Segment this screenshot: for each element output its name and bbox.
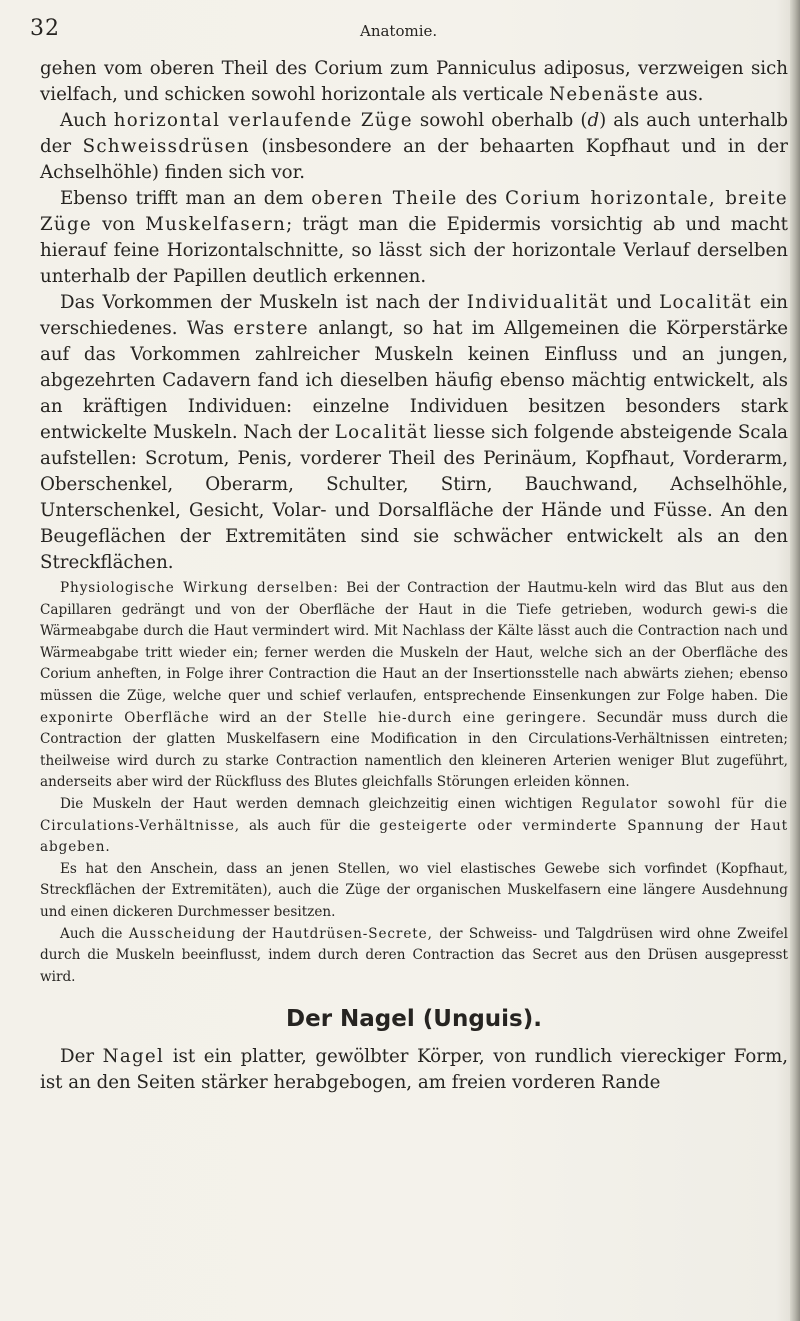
paragraph: Der Nagel ist ein platter, gewölbter Körper, von rundlich viereckiger Form, ist an den Seiten stärker herabgebogen, am freien vorderen Rande	[40, 1046, 788, 1094]
paragraph: gehen vom oberen Theil des Corium zum Panniculus adiposus, verzweigen sich vielfach, und schicken sowohl horizontale als verticale Nebenäste aus.	[40, 58, 788, 105]
paragraph: Das Vorkommen der Muskeln ist nach der Individualität und Localität ein verschiedenes. Was erstere anlangt, so hat im Allgemeinen die Körperstärke auf das Vorkommen zahlreicher Muskeln keinen Einfluss und an jungen, abgezehrten Cadavern fand ich dieselben häufig ebenso mächtig entwickelt, als an kräftigen Individuen: einzelne Individuen besitzen besonders stark entwickelte Muskeln. Nach der Localität liesse sich folgende absteigende Scala aufstellen: Scrotum, Penis, vorderer Theil des Perinäum, Kopfhaut, Vorderarm, Oberschenkel, Oberarm, Schulter, Stirn, Bauchwand, Achselhöhle, Unterschenkel, Gesicht, Volar- und Dorsalfläche der Hände und Füsse. An den Beugeflächen der Extremitäten sind sie schwächer entwickelt als an den Streckflächen.	[40, 292, 789, 573]
page-edge	[790, 0, 800, 1321]
paragraph: Ebenso trifft man an dem oberen Theile des Corium horizontale, breite Züge von Muskelfasern; trägt man die Epidermis vorsichtig ab und macht hierauf feine Horizontalschnitte, so lässt sich der horizontale Verlauf derselben unterhalb der Papillen deutlich erkennen.	[40, 188, 788, 287]
section-heading: Der Nagel (Unguis).	[286, 1006, 542, 1033]
page-body	[40, 56, 788, 1096]
paragraph-small: Es hat den Anschein, dass an jenen Stellen, wo viel elastisches Gewebe sich vorfindet (Kopfhaut, Streckflächen der Extremitäten), auch die Züge der organischen Muskelfasern eine längere Ausdehnung und einen dickeren Durchmesser besitzen.	[40, 860, 788, 920]
paragraph: Auch horizontal verlaufende Züge sowohl oberhalb (d) als auch unterhalb der Schweissdrüsen (insbesondere an der behaarten Kopfhaut und in der Achselhöhle) finden sich vor.	[40, 110, 788, 183]
page-header	[0, 16, 800, 52]
paragraph-small: Auch die Ausscheidung der Hautdrüsen-Secrete, der Schweiss- und Talgdrüsen wird ohne Zweifel durch die Muskeln beeinflusst, indem durch deren Contraction das Secret aus den Drüsen ausgepresst wird.	[40, 925, 788, 985]
running-head: Anatomie.	[360, 22, 438, 40]
paragraph-small: Die Muskeln der Haut werden demnach gleichzeitig einen wichtigen Regulator sowohl für die Circulations-Verhältnisse, als auch für die gesteigerte oder verminderte Spannung der Haut abgeben.	[40, 795, 789, 856]
paragraph-small: Physiologische Wirkung derselben: Bei der Contraction der Hautmu-keln wird das Blut aus den Capillaren gedrängt und von der Oberfläche der Haut in die Tiefe getrieben, wodurch gewi-s die Wärmeabgabe durch die Haut vermindert wird. Mit Nachlass der Kälte lässt auch die Contraction nach und Wärmeabgabe tritt wieder ein; ferner werden die Muskeln der Haut, welche sich an der Oberfläche des Corium anheften, in Folge ihrer Contraction die Haut an der Insertionsstelle nach abwärts ziehen; ebenso müssen die Züge, welche quer und schief verlaufen, entsprechende Einsenkungen zur Folge haben. Die exponirte Oberfläche wird an der Stelle hie-durch eine geringere. Secundär muss durch die Contraction der glatten Muskelfasern eine Modification in den Circulations-Verhältnissen eintreten; theilweise wird durch zu starke Contraction namentlich den kleineren Arterien weniger Blut zugeführt, anderseits aber wird der Rückfluss des Blutes gleichfalls Störungen erleiden können.	[40, 580, 789, 791]
page-number: 32	[30, 16, 60, 41]
